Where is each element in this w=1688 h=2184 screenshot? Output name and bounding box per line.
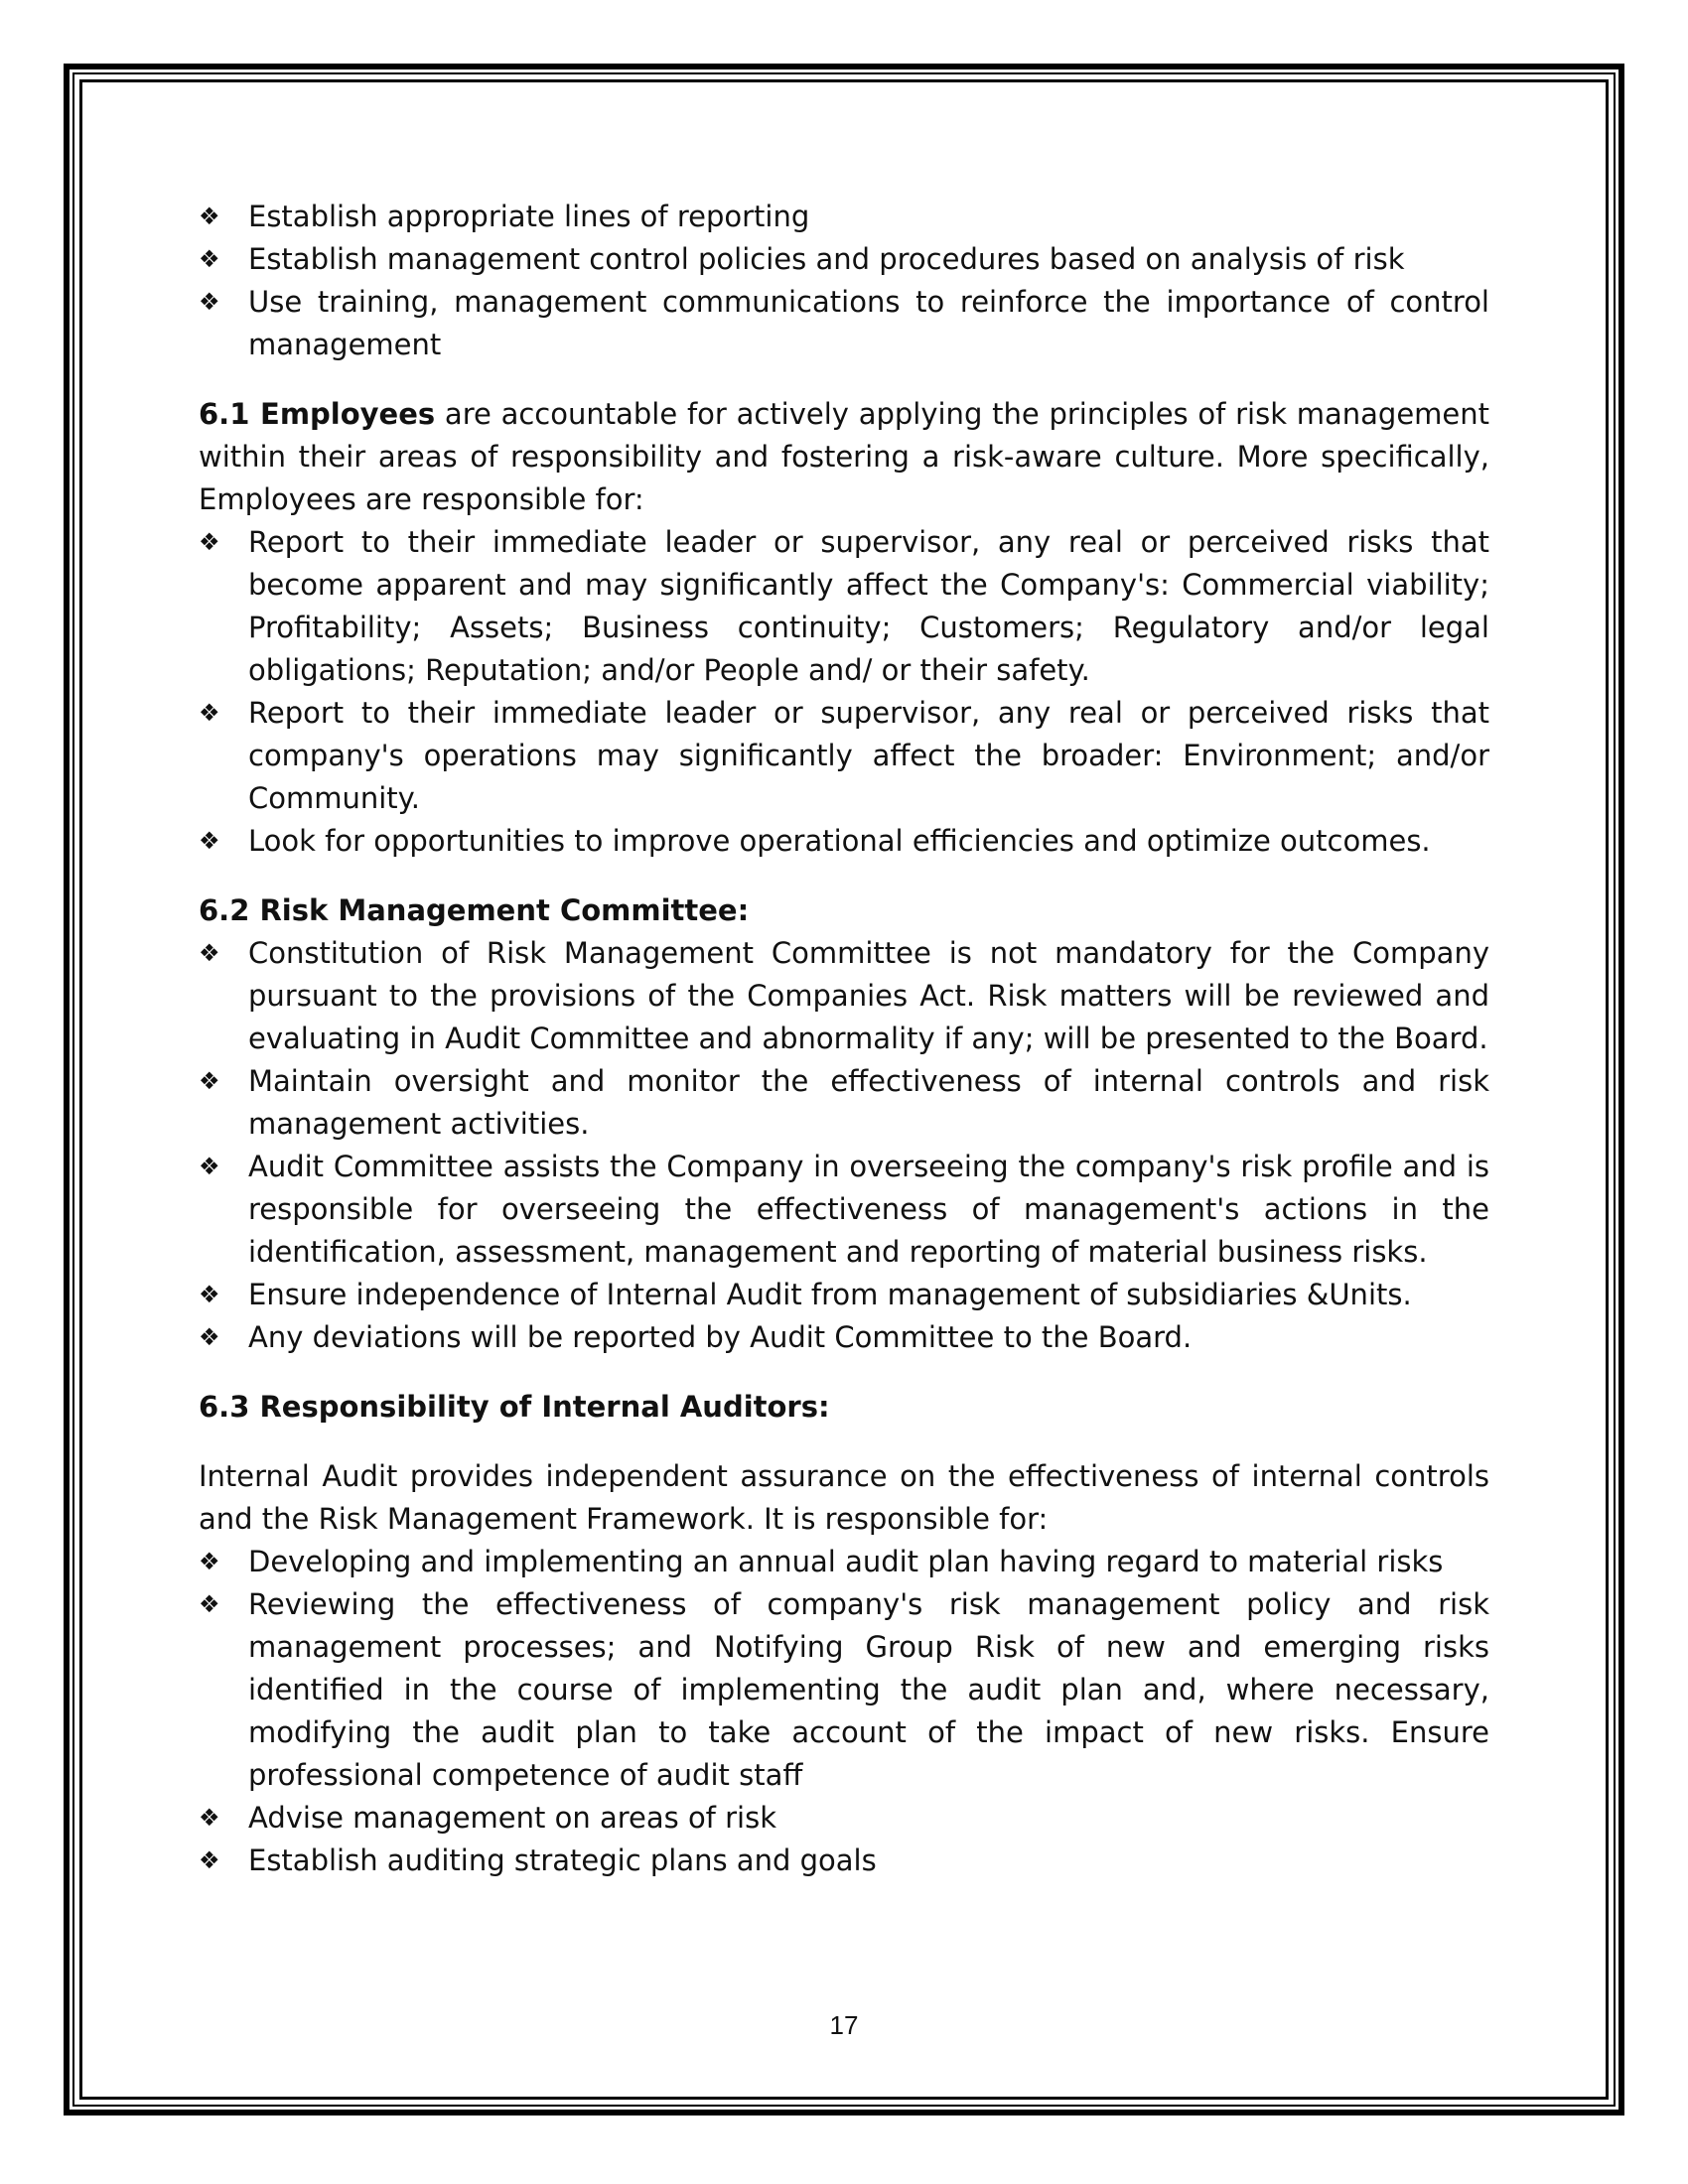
diamond-bullet-icon: ❖ bbox=[199, 827, 220, 855]
list-item-text: Establish auditing strategic plans and goals bbox=[248, 1843, 877, 1877]
list-item-text: Ensure independence of Internal Audit from management of subsidiaries &Units. bbox=[248, 1278, 1412, 1311]
diamond-bullet-icon: ❖ bbox=[199, 1804, 220, 1832]
list-item-text: Establish appropriate lines of reporting bbox=[248, 200, 810, 233]
list-item-text: Audit Committee assists the Company in overseeing the company's risk profile and is responsible for overseeing the effectiveness of management's actions in the identification, assessment, management and reporting of material business risks. bbox=[248, 1150, 1489, 1269]
list-item bbox=[199, 1274, 1489, 1316]
diamond-bullet-icon: ❖ bbox=[199, 245, 220, 273]
diamond-bullet-icon: ❖ bbox=[199, 203, 220, 230]
diamond-bullet-icon: ❖ bbox=[199, 1323, 220, 1351]
list-item bbox=[199, 1060, 1489, 1146]
list-item bbox=[199, 281, 1489, 366]
list-item-text: Constitution of Risk Management Committee is not mandatory for the Company pursuant to the provisions of the Companies Act. Risk matters will be reviewed and evaluating in Audit Committee and abnormality if any; will be presented to the Board. bbox=[248, 936, 1489, 1055]
internal-auditors-heading: 6.3 Responsibility of Internal Auditors: bbox=[199, 1390, 830, 1424]
list-item-text: Use training, management communications to reinforce the importance of control management bbox=[248, 285, 1489, 361]
page-content bbox=[199, 196, 1489, 1882]
diamond-bullet-icon: ❖ bbox=[199, 1846, 220, 1874]
list-item-text: Look for opportunities to improve operational efficiencies and optimize outcomes. bbox=[248, 824, 1431, 858]
diamond-bullet-icon: ❖ bbox=[199, 528, 220, 556]
list-item-text: Advise management on areas of risk bbox=[248, 1801, 776, 1835]
diamond-bullet-icon: ❖ bbox=[199, 288, 220, 316]
employees-body: are accountable for actively applying the principles of risk management within their areas of responsibility and fostering a risk-aware culture. More specifically, Employees are responsible for: bbox=[199, 397, 1490, 516]
list-item-text: Establish management control policies and procedures based on analysis of risk bbox=[248, 242, 1405, 276]
list-item bbox=[199, 521, 1489, 692]
list-item bbox=[199, 1146, 1489, 1274]
risk-committee-bullet-list bbox=[199, 932, 1489, 1359]
list-item bbox=[199, 1583, 1489, 1797]
employees-paragraph bbox=[199, 393, 1489, 521]
internal-auditors-bullet-list bbox=[199, 1541, 1489, 1882]
list-item-text: Developing and implementing an annual audit plan having regard to material risks bbox=[248, 1545, 1444, 1578]
risk-committee-heading: 6.2 Risk Management Committee: bbox=[199, 893, 750, 927]
employees-heading: 6.1 Employees bbox=[199, 397, 436, 431]
diamond-bullet-icon: ❖ bbox=[199, 699, 220, 727]
list-item bbox=[199, 196, 1489, 238]
list-item bbox=[199, 692, 1489, 820]
list-item-text: Reviewing the effectiveness of company's risk management policy and risk management processes; and Notifying Group Risk of new and emerging risks identified in the course of implementing the audit plan and, where necessary, modifying the audit plan to take account of the impact of new risks. Ensure professional competence of audit staff bbox=[248, 1587, 1489, 1792]
list-item bbox=[199, 932, 1489, 1060]
list-item bbox=[199, 1316, 1489, 1359]
list-item-text: Report to their immediate leader or supervisor, any real or perceived risks that company's operations may significantly affect the broader: Environment; and/or Community. bbox=[248, 696, 1489, 815]
diamond-bullet-icon: ❖ bbox=[199, 1548, 220, 1575]
intro-bullet-list bbox=[199, 196, 1489, 366]
list-item-text: Maintain oversight and monitor the effectiveness of internal controls and risk management activities. bbox=[248, 1064, 1489, 1141]
employees-bullet-list bbox=[199, 521, 1489, 863]
diamond-bullet-icon: ❖ bbox=[199, 1281, 220, 1308]
list-item bbox=[199, 1541, 1489, 1583]
internal-auditors-intro: Internal Audit provides independent assurance on the effectiveness of internal controls and the Risk Management Framework. It is responsible for: bbox=[199, 1459, 1489, 1536]
list-item-text: Report to their immediate leader or supervisor, any real or perceived risks that become apparent and may significantly affect the Company's: Commercial viability; Profitability; Assets; Business continuity; Customers; Regulatory and/or legal obligations; Reputation; and/or People and/ or their safety. bbox=[248, 525, 1489, 687]
list-item bbox=[199, 1797, 1489, 1840]
page-number: 17 bbox=[829, 2010, 859, 2040]
list-item-text: Any deviations will be reported by Audit Committee to the Board. bbox=[248, 1320, 1193, 1354]
diamond-bullet-icon: ❖ bbox=[199, 939, 220, 967]
list-item bbox=[199, 820, 1489, 863]
diamond-bullet-icon: ❖ bbox=[199, 1067, 220, 1095]
list-item bbox=[199, 1840, 1489, 1882]
diamond-bullet-icon: ❖ bbox=[199, 1590, 220, 1618]
list-item bbox=[199, 238, 1489, 281]
diamond-bullet-icon: ❖ bbox=[199, 1153, 220, 1180]
